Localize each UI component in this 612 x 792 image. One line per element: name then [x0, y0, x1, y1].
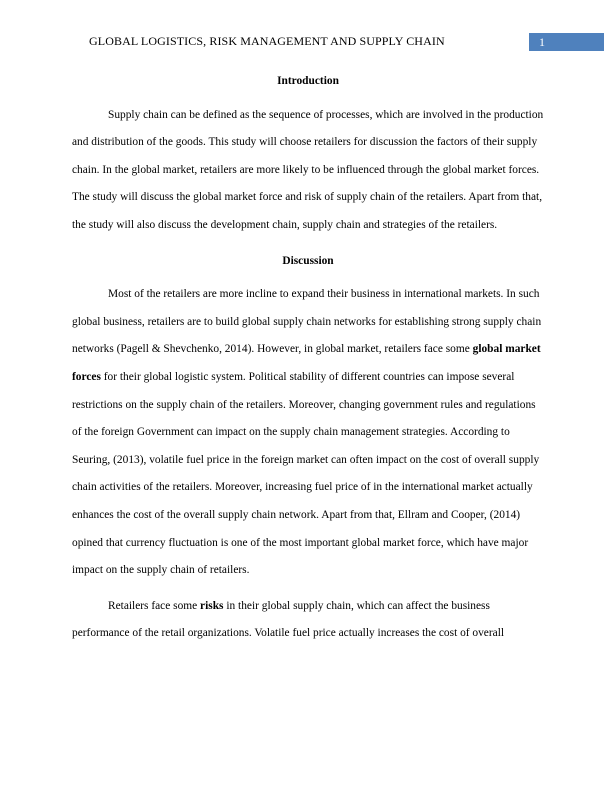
- discussion-paragraph-1: [72, 281, 544, 585]
- discussion-paragraph-2: [72, 593, 544, 648]
- section-heading-introduction: Introduction: [277, 75, 339, 87]
- document-body: [72, 68, 544, 648]
- discussion-p1-text-b: for their global logistic system. Political stability of different countries can impose several restrictions on the supply chain of the retailers. Moreover, changing government rules and regulations of the foreign Government can impact on the supply chain management strategies. According to Seuring, (2013), volatile fuel price in the foreign market can often impact on the cost of overall supply chain activities of the retailers. Moreover, increasing fuel price of in the international market actually enhances the cost of the overall supply chain network. Apart from that, Ellram and Cooper, (2014) opined that currency fluctuation is one of the most important global market force, which have major impact on the supply chain of retailers.: [72, 370, 540, 577]
- discussion-p2-text-b: in their global supply chain, which can affect the business performance of the retail organizations. Volatile fuel price actually increases the cost of overall: [72, 599, 505, 640]
- discussion-p2-text-a: Retailers face some: [108, 599, 201, 612]
- discussion-p2-bold-term: risks: [200, 599, 224, 612]
- running-head: GLOBAL LOGISTICS, RISK MANAGEMENT AND SUPPLY CHAIN: [89, 34, 445, 48]
- discussion-p1-bold-term: global market forces: [72, 343, 541, 383]
- page-number: 1: [529, 33, 604, 51]
- section-heading-discussion: Discussion: [282, 254, 334, 267]
- intro-paragraph: Supply chain can be defined as the sequence of processes, which are involved in the production and distribution of the goods. This study will choose retailers for discussion the factors of their supply chain. In the global market, retailers are more likely to be influenced through the global market forces. The study will discuss the global market force and risk of supply chain of the retailers. Apart from that, the study will also discuss the development chain, supply chain and strategies of the retailers.: [72, 108, 544, 231]
- discussion-p1-text-a: Most of the retailers are more incline to expand their business in international markets. In such global business, retailers are to build global supply chain networks for establishing strong supply chain networks (Pagell & Shevchenko, 2014). However, in global market, retailers face some: [72, 288, 542, 356]
